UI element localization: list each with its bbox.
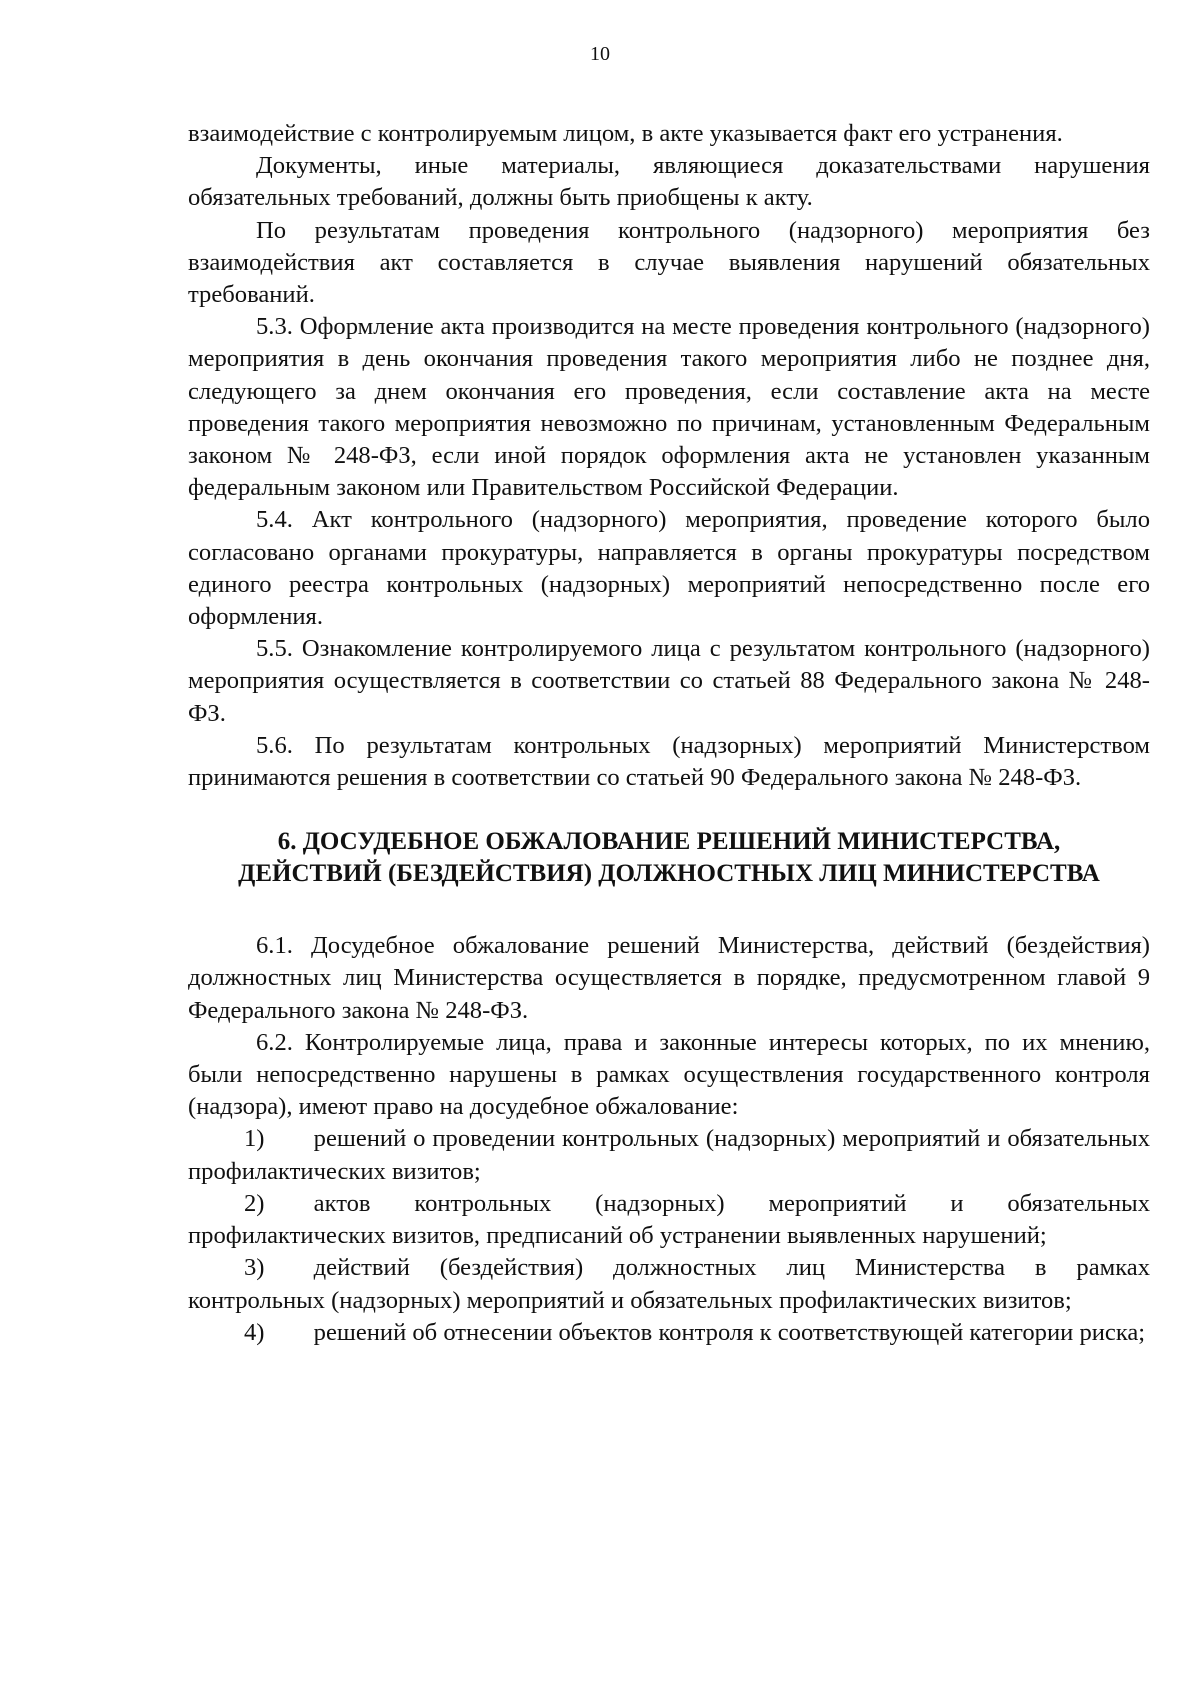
list-item: 1) решений о проведении контрольных (надзорных) мероприятий и обязательных профилактических визитов;	[188, 1125, 1150, 1185]
paragraph-5-6: 5.6. По результатам контрольных (надзорных) мероприятий Министерством принимаются решения в соответствии со статьей 90 Федерального закона № 248-ФЗ.	[188, 731, 1150, 792]
paragraph-continuation: взаимодействие с контролируемым лицом, в акте указывается факт его устранения.	[188, 120, 1063, 147]
document-body	[188, 118, 1150, 1349]
list-item: 3) действий (бездействия) должностных лиц Министерства в рамках контрольных (надзорных) мероприятий и обязательных профилактических визитов;	[188, 1254, 1150, 1314]
list-item: 4) решений об отнесении объектов контроля к соответствующей категории риска;	[244, 1318, 1146, 1346]
paragraph-without-interaction: По результатам проведения контрольного (надзорного) мероприятия без взаимодействия акт составляется в случае выявления нарушений обязательных требований.	[188, 216, 1150, 309]
paragraph-6-2: 6.2. Контролируемые лица, права и законные интересы которых, по их мнению, были непосредственно нарушены в рамках осуществления государственного контроля (надзора), имеют право на досудебное обжалование:	[188, 1028, 1150, 1121]
paragraph-5-5: 5.5. Ознакомление контролируемого лица с результатом контрольного (надзорного) мероприятия осуществляется в соответствии со статьей 88 Федерального закона № 248-ФЗ.	[188, 635, 1150, 727]
page-number: 10	[590, 43, 610, 65]
paragraph-6-1: 6.1. Досудебное обжалование решений Министерства, действий (бездействия) должностных лиц Министерства осуществляется в порядке, предусмотренном главой 9 Федерального закона № 248-ФЗ.	[188, 932, 1150, 1024]
paragraph-5-3: 5.3. Оформление акта производится на месте проведения контрольного (надзорного) мероприятия в день окончания проведения такого мероприятия либо не позднее дня, следующего за днем окончания его проведения, если составление акта на месте проведения такого мероприятия невозможно по причинам, установленным Федеральным законом № 248-ФЗ, если иной порядок оформления акта не установлен указанным федеральным законом или Правительством Российской Федерации.	[188, 313, 1150, 502]
paragraph-documents: Документы, иные материалы, являющиеся доказательствами нарушения обязательных требований, должны быть приобщены к акту.	[188, 152, 1150, 212]
paragraph-5-4: 5.4. Акт контрольного (надзорного) мероприятия, проведение которого было согласовано органами прокуратуры, направляется в органы прокуратуры посредством единого реестра контрольных (надзорных) мероприятий непосредственно после его оформления.	[188, 506, 1150, 631]
list-item: 2) актов контрольных (надзорных) мероприятий и обязательных профилактических визитов, предписаний об устранении выявленных нарушений;	[188, 1189, 1150, 1250]
section-heading: 6. ДОСУДЕБНОЕ ОБЖАЛОВАНИЕ РЕШЕНИЙ МИНИСТЕРСТВА, ДЕЙСТВИЙ (БЕЗДЕЙСТВИЯ) ДОЛЖНОСТНЫХ ЛИЦ МИНИСТЕРСТВА	[238, 828, 1100, 888]
